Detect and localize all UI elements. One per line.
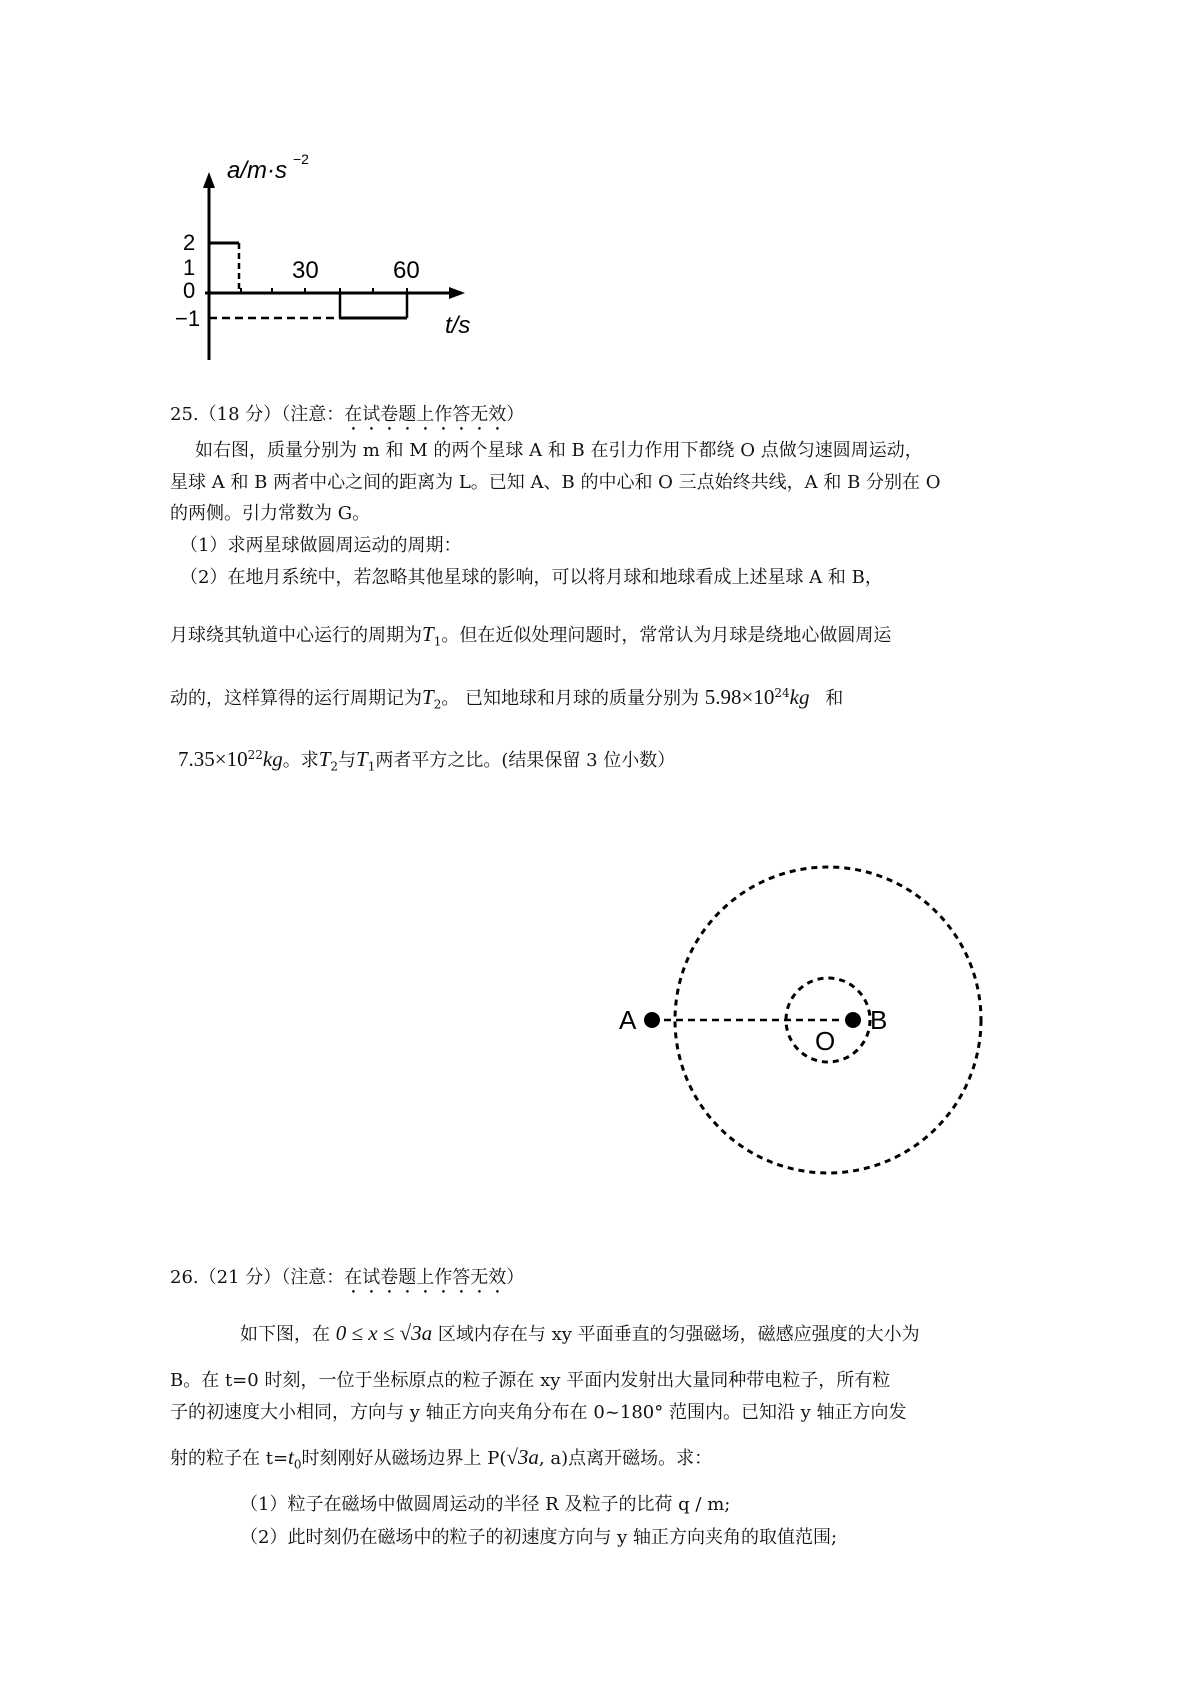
q25-para-3: 的两侧。引力常数为 G。 xyxy=(170,503,371,524)
y-axis-exponent: −2 xyxy=(293,151,309,167)
x-axis-label: t/s xyxy=(445,312,471,339)
q25-sub-1: （1）求两星球做圆周运动的周期： xyxy=(180,535,462,556)
q25-sub-2: （2）在地月系统中，若忽略其他星球的影响，可以将月球和地球看成上述星球 A 和 B， xyxy=(180,567,883,588)
star-a-dot xyxy=(644,1012,660,1028)
y-tick-0: 0 xyxy=(183,278,196,303)
label-b: B xyxy=(870,1005,888,1035)
q26-header: 26.（21 分）（注意：在试卷题上作答无效） xyxy=(170,1267,525,1288)
q25-para-2: 星球 A 和 B 两者中心之间的距离为 L。已知 A、B 的中心和 O 三点始终共线，A 和 B 分别在 O xyxy=(170,472,941,493)
label-a: A xyxy=(619,1005,637,1035)
x-tick-30: 30 xyxy=(292,257,319,284)
y-tick-2: 2 xyxy=(183,230,196,255)
q25-para-1: 如右图，质量分别为 m 和 M 的两个星球 A 和 B 在引力作用下都绕 O 点做匀速圆周运动， xyxy=(195,440,923,461)
q25-line-3: 月球绕其轨道中心运行的周期为$T_1$。但在近似处理问题时，常常认为月球是绕地心做圆周运 xyxy=(170,622,892,649)
q25-line-5: $7.35\times 10^{22}kg$。求$T_2$与$T_1$两者平方之比。(结果保留 3 位小数） xyxy=(178,747,676,774)
q26-para-4: 射的粒子在 $t=t_0$时刻刚好从磁场边界上 P(√3a, a)点离开磁场。求： xyxy=(170,1445,713,1472)
q26-para-3: 子的初速度大小相同，方向与 y 轴正方向夹角分布在 0~180° 范围内。已知沿 y 轴正方向发 xyxy=(170,1402,907,1423)
q25-line-4: 动的，这样算得的运行周期记为$T_2$。 已知地球和月球的质量分别为 $5.98\times 10^{24}kg$ 和 xyxy=(170,685,844,712)
star-b-dot xyxy=(845,1012,861,1028)
earth-mass: 5.98×10 xyxy=(704,685,775,709)
binary-star-orbit-figure xyxy=(615,845,1015,1205)
q26-para-2: B。在 t=0 时刻，一位于坐标原点的粒子源在 xy 平面内发射出大量同种带电粒子，所有粒 xyxy=(170,1370,891,1391)
x-tick-60: 60 xyxy=(393,257,420,284)
label-o: O xyxy=(815,1026,836,1056)
q26-sub-1: （1）粒子在磁场中做圆周运动的半径 R 及粒子的比荷 q / m; xyxy=(240,1494,731,1515)
y-tick-1: 1 xyxy=(183,255,196,280)
q26-sub-2: （2）此时刻仍在磁场中的粒子的初速度方向与 y 轴正方向夹角的取值范围; xyxy=(240,1527,838,1548)
moon-mass: 7.35×10 xyxy=(178,747,248,771)
y-axis-label: a/m·s xyxy=(227,157,287,184)
acceleration-time-graph xyxy=(175,150,515,390)
q26-para-1: 如下图，在 0 ≤ x ≤ √3a 区域内存在与 xy 平面垂直的匀强磁场，磁感应强度的大小为 xyxy=(240,1321,920,1345)
q25-header: 25.（18 分）（注意：在试卷题上作答无效） xyxy=(170,404,525,425)
y-tick-neg1: −1 xyxy=(175,306,201,331)
x-range-expression: 0 ≤ x ≤ √3a xyxy=(335,1321,433,1345)
